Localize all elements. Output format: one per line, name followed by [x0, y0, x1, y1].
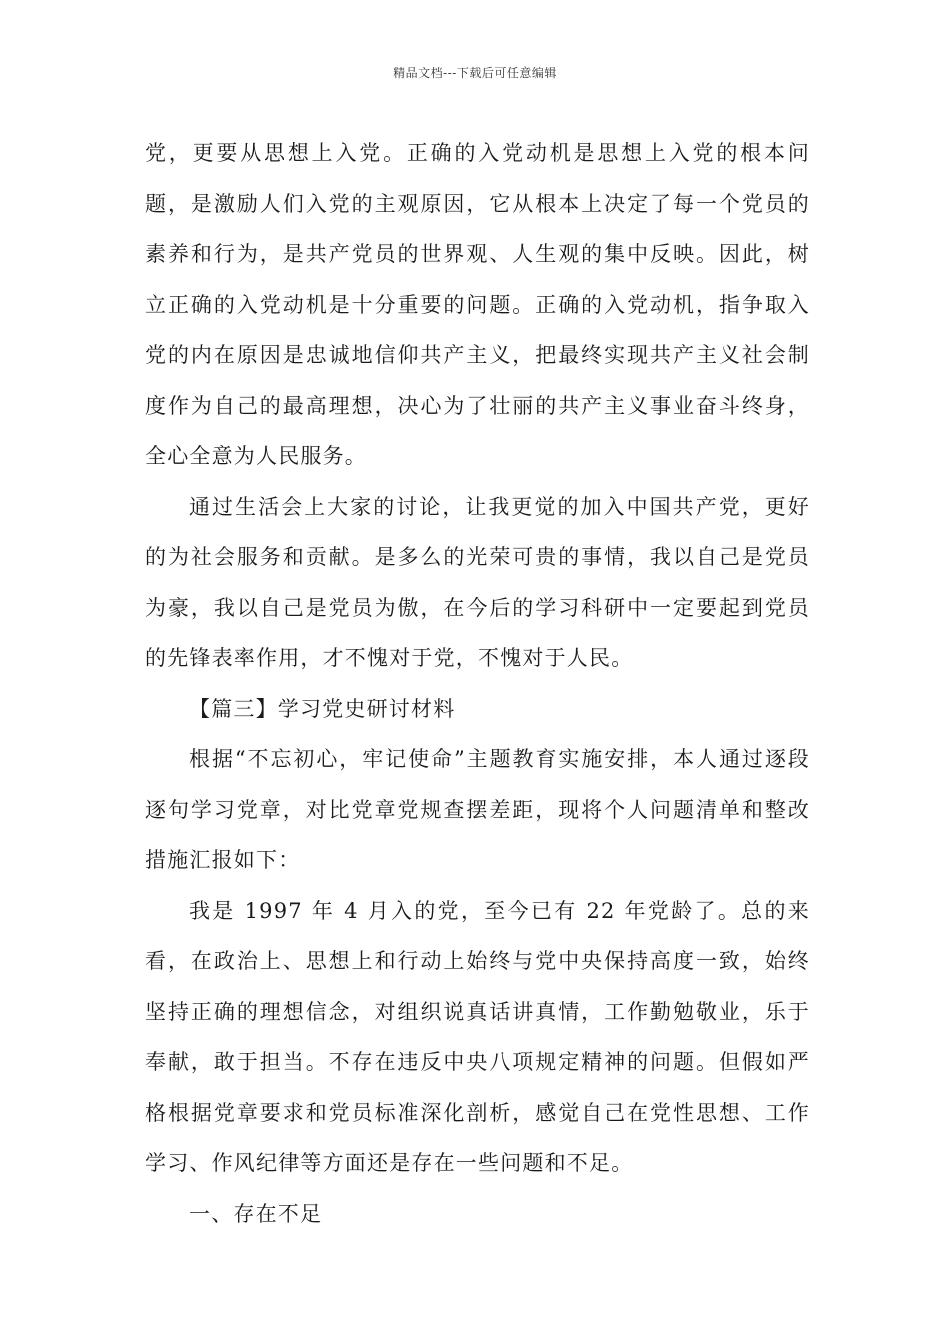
subsection-title: 一、存在不足 — [189, 1201, 323, 1226]
section-title: 【篇三】学习党史研讨材料 — [189, 696, 456, 721]
document-body — [145, 128, 810, 1239]
page-header: 精品文档---下载后可任意编辑 — [393, 66, 557, 80]
paragraph-self-review: 我是 1997 年 4 月入的党，至今已有 22 年党龄了。总的来看，在政治上、思想上和行动上始终与党中央保持高度一致，始终坚持正确的理想信念，对组织说真话讲真情，工作勤勉敬业，乐于奉献，敢于担当。不存在违反中央八项规定精神的问题。但假如严格根据党章要求和党员标准深化剖析，感觉自己在党性思想、工作学习、作风纪律等方面还是存在一些问题和不足。 — [145, 898, 810, 1175]
paragraph-continued: 党，更要从思想上入党。正确的入党动机是思想上入党的根本问题，是激励人们入党的主观原因，它从根本上决定了每一个党员的素养和行为，是共产党员的世界观、人生观的集中反映。因此，树立正确的入党动机是十分重要的问题。正确的入党动机，指争取入党的内在原因是忠诚地信仰共产主义，把最终实现共产主义社会制度作为自己的最高理想，决心为了壮丽的共产主义事业奋斗终身，全心全意为人民服务。 — [145, 141, 810, 468]
paragraph-discussion: 通过生活会上大家的讨论，让我更觉的加入中国共产党，更好的为社会服务和贡献。是多么的光荣可贵的事情，我以自己是党员为豪，我以自己是党员为傲，在今后的学习科研中一定要起到党员的先锋表率作用，才不愧对于党，不愧对于人民。 — [145, 494, 810, 670]
paragraph-intro: 根据“不忘初心，牢记使命”主题教育实施安排，本人通过逐段逐句学习党章，对比党章党规查摆差距，现将个人问题清单和整改措施汇报如下： — [145, 747, 810, 872]
